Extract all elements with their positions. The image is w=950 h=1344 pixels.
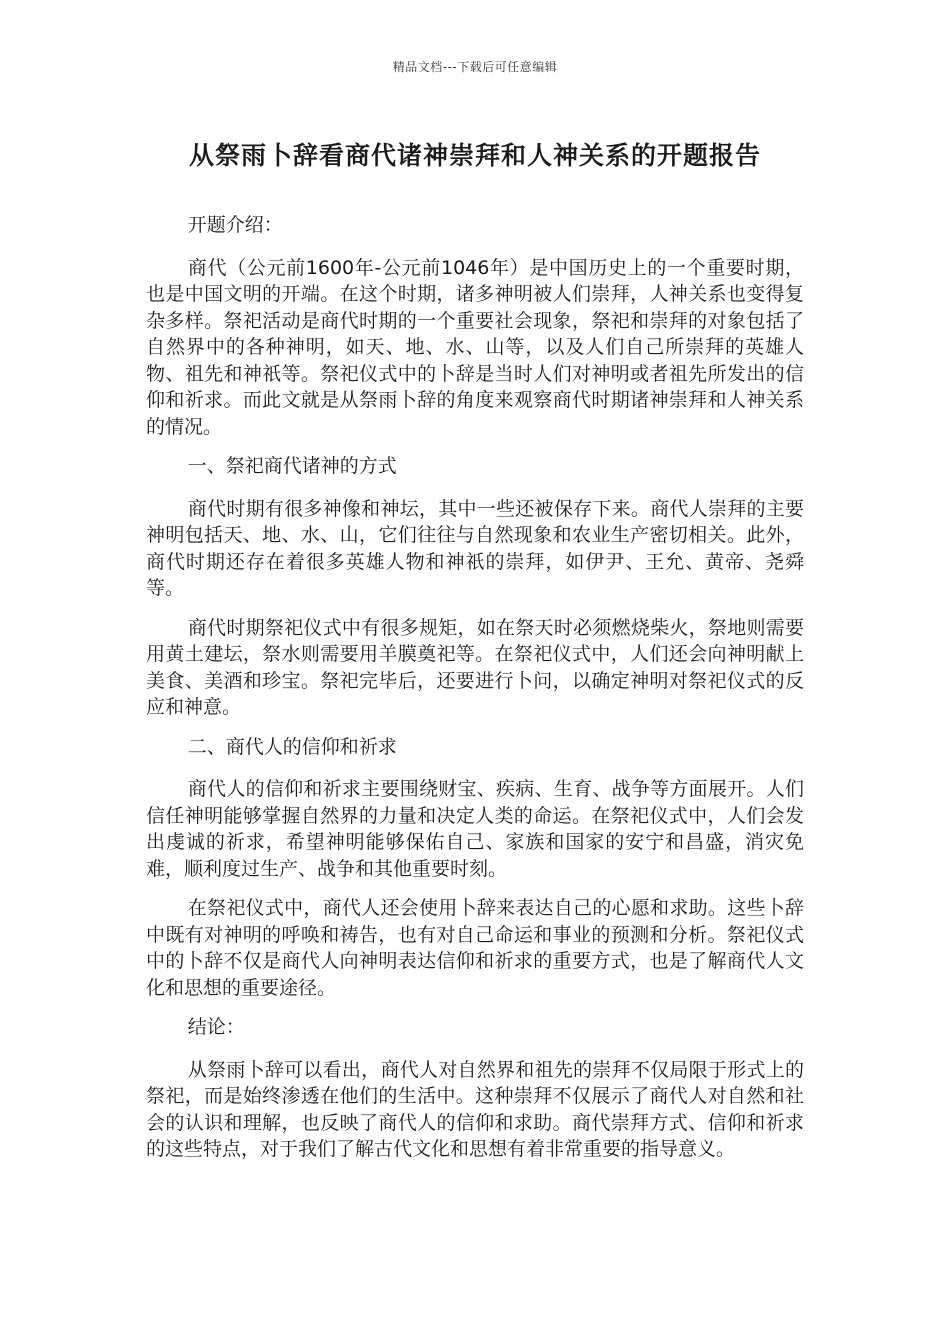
section1-paragraph-2: 商代时期祭祀仪式中有很多规矩，如在祭天时必须燃烧柴火，祭地则需要用黄土建坛，祭水则需要用羊膜奠祀等。在祭祀仪式中，人们还会向神明献上美食、美酒和珍宝。祭祀完毕后，还要进行卜问，以确定神明对祭祀仪式的反应和神意。 xyxy=(146,616,804,718)
intro-paragraph: 商代（公元前1600年-公元前1046年）是中国历史上的一个重要时期，也是中国文明的开端。在这个时期，诸多神明被人们崇拜，人神关系也变得复杂多样。祭祀活动是商代时期的一个重要社会现象，祭祀和崇拜的对象包括了自然界中的各种神明，如天、地、水、山等，以及人们自己所崇拜的英雄人物、祖先和神祇等。祭祀仪式中的卜辞是当时人们对神明或者祖先所发出的信仰和祈求。而此文就是从祭雨卜辞的角度来观察商代时期诸神崇拜和人神关系的情况。 xyxy=(146,256,804,438)
header-note: 精品文档---下载后可任意编辑 xyxy=(392,60,558,74)
section2-heading: 二、商代人的信仰和祈求 xyxy=(187,735,397,758)
intro-heading: 开题介绍： xyxy=(187,214,283,236)
document-body xyxy=(146,212,804,1176)
section1-heading: 一、祭祀商代诸神的方式 xyxy=(187,455,397,477)
section1-paragraph-1: 商代时期有很多神像和神坛，其中一些还被保存下来。商代人崇拜的主要神明包括天、地、水、山，它们往往与自然现象和农业生产密切相关。此外，商代时期还存在着很多英雄人物和神祇的崇拜，如伊尹、王允、黄帝、尧舜等。 xyxy=(146,497,804,599)
document-title: 从祭雨卜辞看商代诸神崇拜和人神关系的开题报告 xyxy=(188,141,761,170)
conclusion-paragraph: 从祭雨卜辞可以看出，商代人对自然界和祖先的崇拜不仅局限于形式上的祭祀，而是始终渗透在他们的生活中。这种崇拜不仅展示了商代人对自然和社会的认识和理解，也反映了商代人的信仰和求助。商代崇拜方式、信仰和祈求的这些特点，对于我们了解古代文化和思想有着非常重要的指导意义。 xyxy=(146,1058,804,1160)
conclusion-heading: 结论： xyxy=(187,1016,245,1038)
section2-paragraph-1: 商代人的信仰和祈求主要围绕财宝、疾病、生育、战争等方面展开。人们信任神明能够掌握自然界的力量和决定人类的命运。在祭祀仪式中，人们会发出虔诚的祈求，希望神明能够保佑自己、家族和国家的安宁和昌盛，消灾免难，顺利度过生产、战争和其他重要时刻。 xyxy=(146,778,804,880)
section2-paragraph-2: 在祭祀仪式中，商代人还会使用卜辞来表达自己的心愿和求助。这些卜辞中既有对神明的呼唤和祷告，也有对自己命运和事业的预测和分析。祭祀仪式中的卜辞不仅是商代人向神明表达信仰和祈求的重要方式，也是了解商代人文化和思想的重要途径。 xyxy=(146,897,804,999)
